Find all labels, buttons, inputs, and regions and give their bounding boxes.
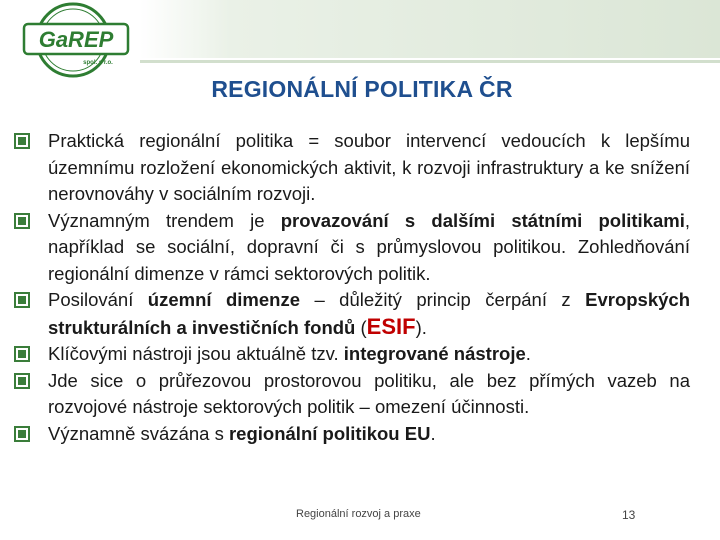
- slide-title: REGIONÁLNÍ POLITIKA ČR: [211, 76, 513, 102]
- logo-subtext: spol. s r.o.: [83, 60, 113, 66]
- list-item: Významně svázána s regionální politikou EU.: [14, 421, 690, 448]
- esif-highlight: ESIF: [366, 313, 416, 339]
- list-item: Významným trendem je provazování s dalšími státními politikami, například se sociální, dopravní či s průmyslovou politikou. Zohledňování regionální dimenze v rámci sektorových politik.: [14, 208, 690, 288]
- checkbox-bullet-icon: [14, 426, 30, 442]
- list-item: Klíčovými nástroji jsou aktuálně tzv. integrované nástroje.: [14, 341, 690, 368]
- checkbox-bullet-icon: [14, 213, 30, 229]
- company-logo: [18, 2, 134, 80]
- slide-footer: Regionální rozvoj a praxe: [296, 508, 421, 520]
- checkbox-bullet-icon: [14, 346, 30, 362]
- list-item: Praktická regionální politika = soubor intervencí vedoucích k lepšímu územnímu rozložení ekonomických aktivit, k rozvoji infrastruktury a ke snížení nerovnováhy v sociálním rozvoji.: [14, 128, 690, 208]
- page-number: 13: [622, 508, 636, 522]
- checkbox-bullet-icon: [14, 373, 30, 389]
- checkbox-bullet-icon: [14, 292, 30, 308]
- list-item: Jde sice o průřezovou prostorovou politiku, ale bez přímých vazeb na rozvojové nástroje sektorových politik – omezení účinnosti.: [14, 368, 690, 421]
- bullet-list: [14, 128, 690, 447]
- header-rule: [140, 60, 720, 63]
- list-item: Posilování územní dimenze – důležitý princip čerpání z Evropských strukturálních a investičních fondů (ESIF).: [14, 287, 690, 341]
- logo-text: GaREP: [38, 27, 114, 52]
- checkbox-bullet-icon: [14, 133, 30, 149]
